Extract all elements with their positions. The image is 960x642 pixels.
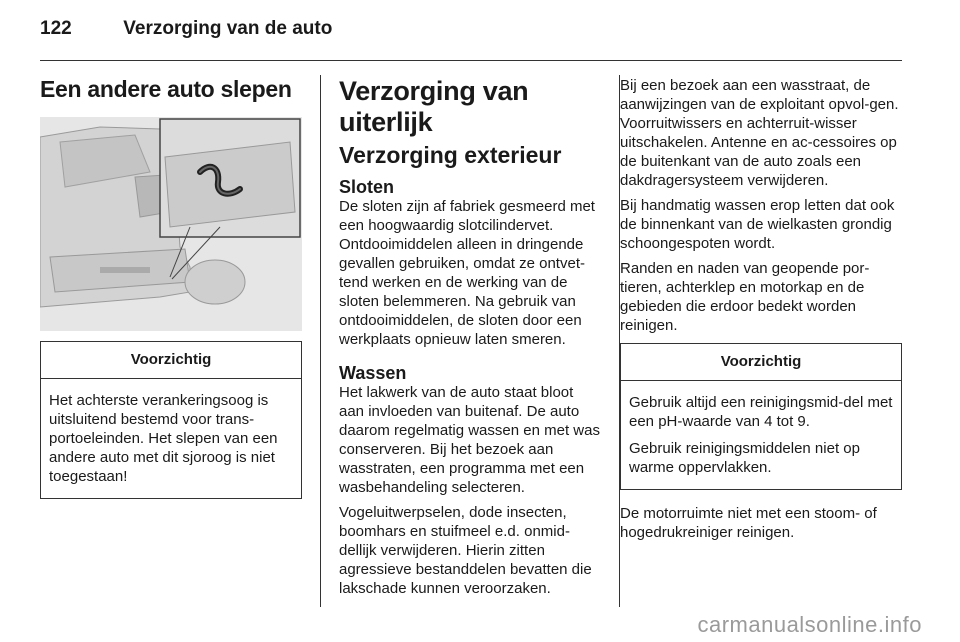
column-middle: [339, 76, 601, 604]
caution-text: Het achterste verankeringsoog is uitsluitend bestemd voor trans-portoeleinden. Het slepen van een andere auto met dit sjoroog is niet toegestaan!: [49, 392, 278, 485]
washing-text-2: Vogeluitwerpselen, dode insecten, boomhars en stuifmeel e.d. onmid-dellijk verwijderen. Hierin zitten agressieve bestanddelen bevatten die lakschade kunnen veroorzaken.: [339, 504, 592, 597]
section-heading-towing: Een andere auto slepen: [40, 76, 292, 102]
heading-locks: Sloten: [339, 177, 395, 197]
caution-text-ph: Gebruik altijd een reinigingsmid-del met een pH-waarde van 4 tot 9.: [629, 394, 893, 430]
column-left: [40, 76, 302, 499]
caution-title: Voorzichtig: [41, 342, 301, 379]
watermark: carmanualsonline.info: [697, 612, 922, 637]
chapter-title: Verzorging van de auto: [123, 18, 333, 39]
section-heading-appearance: Verzorging van uiterlijk: [339, 76, 529, 137]
heading-washing: Wassen: [339, 363, 407, 383]
edges-seams-text: Randen en naden van geopende por-tieren, achterklep en motorkap en de gebieden die erdoor bedekt worden reinigen.: [620, 260, 870, 334]
washing-text-1: Het lakwerk van de auto staat bloot aan invloeden van buitenaf. De auto daarom regelmatig wassen en met was conserveren. Bij het bezoek aan wasstraten, een programma met een wasbehandeling selecteren.: [339, 384, 600, 496]
caution-box-towing: [40, 341, 302, 499]
caution-text-warm: Gebruik reinigingsmiddelen niet op warme oppervlakken.: [629, 440, 860, 476]
subheading-exterior: Verzorging exterieur: [339, 142, 562, 168]
caution-box-cleaning: [620, 343, 902, 490]
locks-text: De sloten zijn af fabriek gesmeerd met een hoogwaardig slotcilindervet. Ontdooimiddelen alleen in dringende gevallen gebruiken, omdat ze ontvet-tend werken en de werking van de sloten belemmeren. Na gebruik van ontdooimiddelen, de sloten door een werkplaats opnieuw laten smeren.: [339, 198, 595, 348]
column-right: [620, 76, 902, 548]
engine-bay-text: De motorruimte niet met een stoom- of hogedrukreiniger reinigen.: [620, 505, 877, 541]
caution-title: Voorzichtig: [621, 344, 901, 381]
column-divider-1: [320, 75, 321, 607]
carwash-text: Bij een bezoek aan een wasstraat, de aanwijzingen van de exploitant opvol-gen. Voorruitwissers en achterruit-wisser uitschakelen. Antenne en ac-cessoires op de buitenkant van de auto zoals een dakdragersysteem verwijderen.: [620, 77, 899, 189]
header-divider: [40, 60, 902, 61]
page-number: 122: [40, 18, 72, 39]
manual-wash-text: Bij handmatig wassen erop letten dat ook de binnenkant van de wielkasten grondig schoongespoten wordt.: [620, 197, 895, 252]
page-header: [40, 18, 332, 40]
car-rear-towing-eye-illustration: [40, 117, 302, 331]
